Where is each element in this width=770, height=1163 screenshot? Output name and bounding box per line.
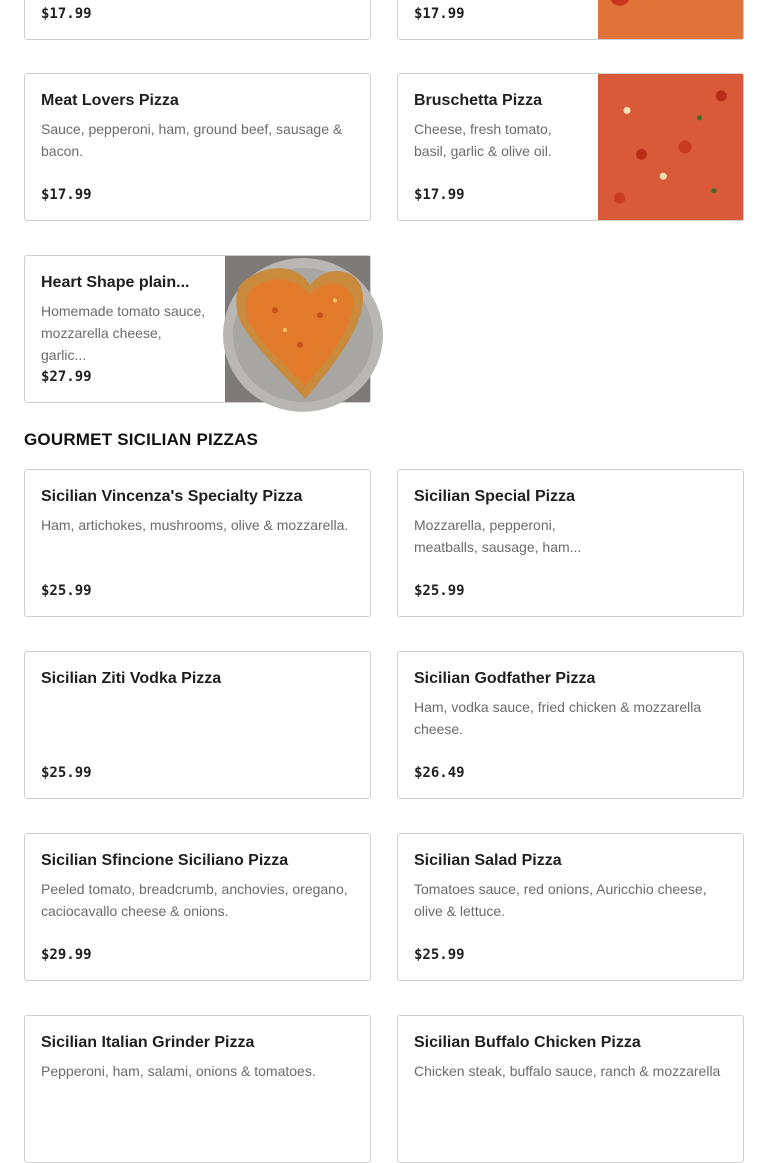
menu-item-name: Sicilian Ziti Vodka Pizza [41, 670, 222, 687]
menu-item-price: $25.99 [414, 583, 465, 599]
menu-item-name: Sicilian Buffalo Chicken Pizza [414, 1034, 641, 1051]
menu-item-text [41, 470, 354, 616]
menu-item-name: Heart Shape plain... [41, 274, 190, 291]
menu-item-price: $17.99 [414, 187, 465, 203]
menu-item-text [414, 1016, 727, 1162]
menu-item-name: Meat Lovers Pizza [41, 92, 179, 109]
menu-item-text [41, 652, 354, 798]
menu-item-card[interactable] [24, 651, 371, 799]
menu-item-price: $25.99 [41, 583, 92, 599]
heart-pizza-graphic [225, 256, 370, 402]
menu-item-text [414, 74, 581, 220]
menu-item-card[interactable] [24, 73, 371, 221]
menu-item-description: Sauce, pepperoni, ham, ground beef, sausage & bacon. [41, 121, 343, 159]
menu-item-card[interactable] [397, 469, 744, 617]
menu-item-text [41, 0, 354, 39]
menu-item-card[interactable] [24, 469, 371, 617]
menu-item-name: Sicilian Sfincione Siciliano Pizza [41, 852, 289, 869]
menu-item-card[interactable] [24, 255, 371, 403]
menu-item-text [414, 0, 581, 39]
heart-shape-pizza-photo [225, 256, 370, 402]
menu-item-description: Homemade tomato sauce, mozzarella cheese, garlic... [41, 303, 206, 363]
menu-item-price: $25.99 [414, 947, 465, 963]
menu-item-text [414, 834, 727, 980]
menu-item-name: Sicilian Special Pizza [414, 488, 575, 505]
bruschetta-pizza-photo [598, 74, 743, 220]
menu-item-description: Tomatoes sauce, red onions, Auricchio cheese, olive & lettuce. [414, 881, 707, 919]
menu-item-card[interactable] [397, 833, 744, 981]
pizza-photo [598, 0, 743, 39]
menu-item-price: $17.99 [414, 6, 465, 22]
menu-item-description: Chicken steak, buffalo sauce, ranch & mozzarella [414, 1063, 721, 1079]
menu-item-name: Sicilian Italian Grinder Pizza [41, 1034, 255, 1051]
menu-item-card[interactable] [397, 73, 744, 221]
menu-item-description: Mozzarella, pepperoni, meatballs, sausage, ham... [414, 517, 582, 555]
menu-item-text [41, 74, 354, 220]
menu-item-price: $17.99 [41, 187, 92, 203]
menu-item-name: Sicilian Salad Pizza [414, 852, 562, 869]
menu-item-description: Pepperoni, ham, salami, onions & tomatoes. [41, 1063, 316, 1079]
menu-item-description: Peeled tomato, breadcrumb, anchovies, oregano, caciocavallo cheese & onions. [41, 881, 348, 919]
menu-item-card[interactable] [24, 1015, 371, 1163]
menu-item-name: Sicilian Vincenza's Specialty Pizza [41, 488, 303, 505]
menu-item-name: Sicilian Godfather Pizza [414, 670, 596, 687]
menu-item-price: $27.99 [41, 369, 92, 385]
menu-item-description: Cheese, fresh tomato, basil, garlic & olive oil. [414, 121, 552, 159]
menu-item-description: Ham, vodka sauce, fried chicken & mozzarella cheese. [414, 699, 702, 737]
menu-item-price: $29.99 [41, 947, 92, 963]
menu-item-card[interactable] [397, 651, 744, 799]
menu-item-card[interactable] [24, 833, 371, 981]
menu-item-text [41, 256, 208, 402]
menu-item-text [41, 1016, 354, 1162]
menu-item-price: $26.49 [414, 765, 465, 781]
menu-item-card[interactable] [24, 0, 371, 40]
menu-item-description: Ham, artichokes, mushrooms, olive & mozzarella. [41, 517, 349, 533]
menu-item-text [414, 470, 583, 616]
menu-item-name: Bruschetta Pizza [414, 92, 543, 109]
menu-item-text [414, 652, 727, 798]
menu-item-card[interactable] [397, 0, 744, 40]
menu-item-card[interactable] [397, 1015, 744, 1163]
menu-item-price: $25.99 [41, 765, 92, 781]
menu-item-text [41, 834, 354, 980]
menu-item-price: $17.99 [41, 6, 92, 22]
section-title: GOURMET SICILIAN PIZZAS [24, 430, 259, 449]
